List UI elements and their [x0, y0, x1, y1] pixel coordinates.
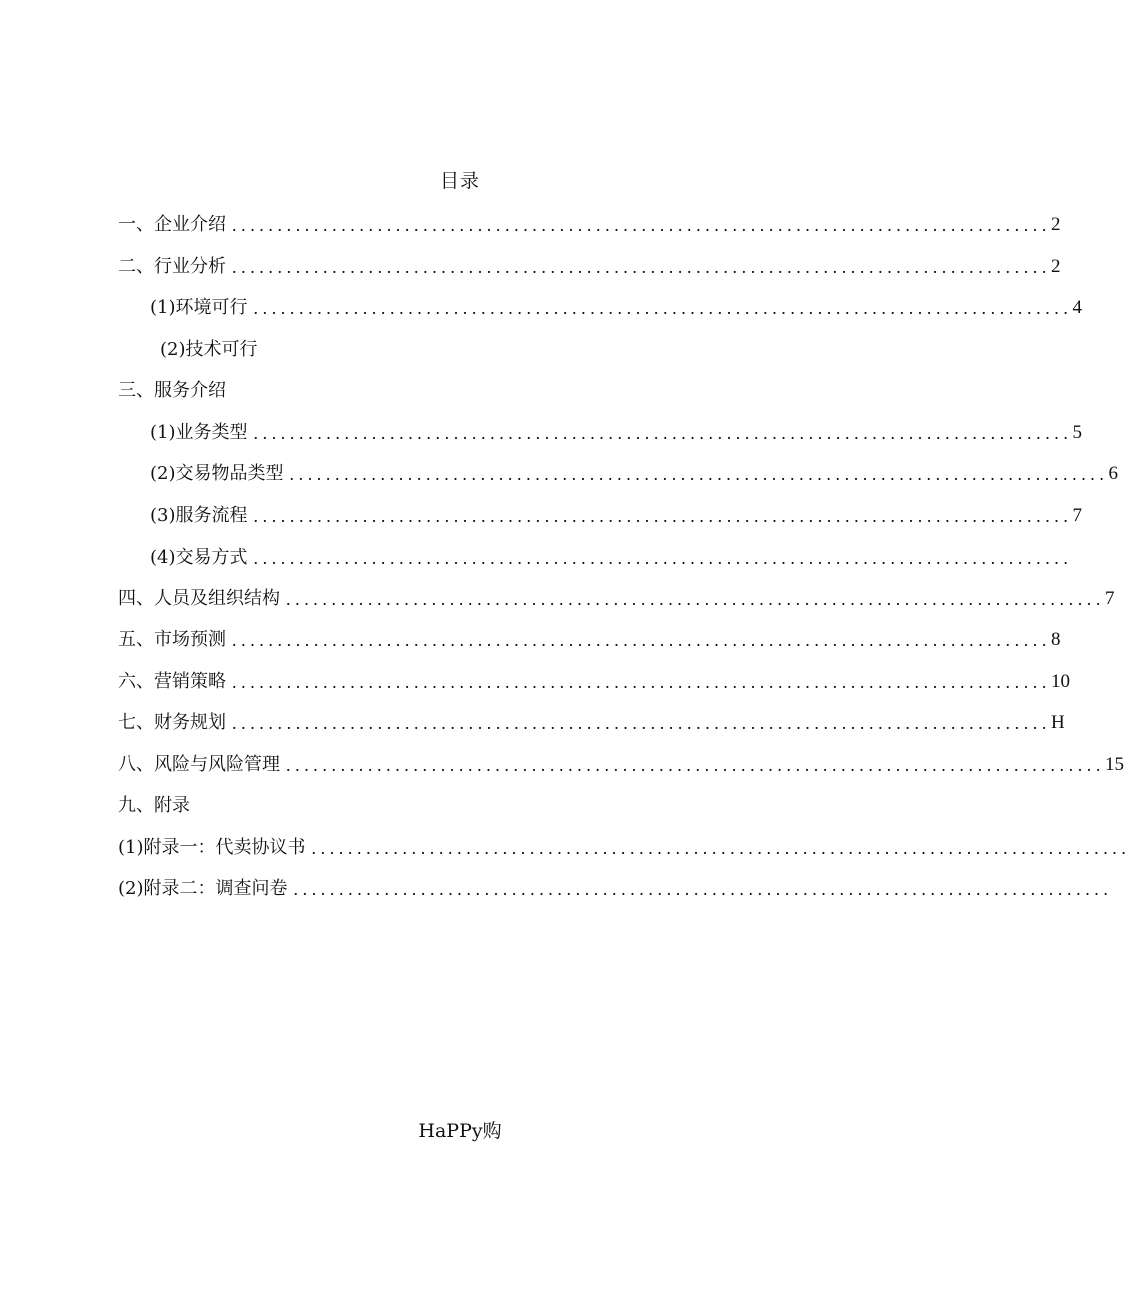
- toc-entry-page: H: [1051, 712, 1065, 733]
- toc-entry[interactable]: [150, 418, 1082, 448]
- toc-entry-label: (1)业务类型: [150, 422, 248, 443]
- toc-leader-dots: ..........................................................................................: [253, 548, 1073, 568]
- toc-leader-dots: ..........................................................................................: [286, 589, 1105, 609]
- toc-entry-page: 6: [1108, 463, 1118, 484]
- toc-entry-label: 三、服务介绍: [118, 380, 226, 401]
- toc-leader-dots: ..........................................................................................: [286, 755, 1105, 775]
- toc-entry-page: 7: [1072, 505, 1082, 526]
- toc-entry-label: 八、风险与风险管理: [118, 754, 280, 775]
- toc-entry-label: (2)交易物品类型: [150, 463, 284, 484]
- toc-entry-page: 15: [1105, 754, 1124, 775]
- toc-entry-page: 4: [1072, 297, 1082, 318]
- toc-entry-label: (1)环境可行: [150, 297, 248, 318]
- toc-entry-page: 8: [1051, 629, 1061, 650]
- toc-leader-dots: ..........................................................................................: [289, 464, 1109, 484]
- toc-leader-dots: ..........................................................................................: [311, 838, 1131, 858]
- toc-leader-dots: ..........................................................................................: [253, 423, 1073, 443]
- toc-entry[interactable]: [150, 293, 1082, 323]
- toc-entry-label: (3)服务流程: [150, 505, 248, 526]
- toc-entry[interactable]: [118, 750, 1124, 780]
- toc-entry[interactable]: [118, 833, 1131, 863]
- toc-entry-page: 2: [1051, 214, 1061, 235]
- toc-entry[interactable]: [150, 501, 1082, 531]
- toc-leader-dots: ..........................................................................................: [253, 506, 1073, 526]
- toc-leader-dots: ..........................................................................................: [232, 672, 1051, 692]
- toc-entry[interactable]: [118, 625, 1061, 655]
- toc-entry-page: 7: [1105, 588, 1115, 609]
- toc-leader-dots: ..........................................................................................: [232, 713, 1051, 733]
- toc-entry-label: (2)附录二：调查问卷: [118, 878, 288, 899]
- toc-entry-label: (1)附录一：代卖协议书: [118, 837, 306, 858]
- toc-entry-label: 六、营销策略: [118, 671, 226, 692]
- toc-entry[interactable]: [160, 335, 360, 365]
- toc-entry-label: 五、市场预测: [118, 629, 226, 650]
- toc-entry-label: (2)技术可行: [160, 339, 258, 360]
- toc-entry-page: 2: [1051, 256, 1061, 277]
- toc-entry-label: 二、行业分析: [118, 256, 226, 277]
- toc-entry-page: 10: [1051, 671, 1070, 692]
- toc-entry-page: 5: [1072, 422, 1082, 443]
- toc-title: 目录: [439, 170, 480, 192]
- toc-entry-label: 四、人员及组织结构: [118, 588, 280, 609]
- toc-leader-dots: ..........................................................................................: [253, 298, 1073, 318]
- toc-entry[interactable]: [118, 667, 1070, 697]
- toc-entry[interactable]: [118, 584, 1115, 614]
- toc-leader-dots: ..........................................................................................: [232, 257, 1051, 277]
- toc-entry-label: 七、财务规划: [118, 712, 226, 733]
- toc-entry[interactable]: [118, 210, 1061, 240]
- toc-entry-label: 一、企业介绍: [118, 214, 226, 235]
- toc-entry[interactable]: [118, 252, 1061, 282]
- toc-entry[interactable]: [118, 708, 1065, 738]
- toc-leader-dots: ..........................................................................................: [232, 630, 1051, 650]
- toc-entry-label: (4)交易方式: [150, 547, 248, 568]
- toc-entry[interactable]: [150, 459, 1118, 489]
- toc-leader-dots: ..........................................................................................: [232, 215, 1051, 235]
- toc-entry[interactable]: [150, 543, 1073, 573]
- toc-entry[interactable]: [118, 791, 318, 821]
- toc-leader-dots: ..........................................................................................: [293, 879, 1113, 899]
- toc-entry-label: 九、附录: [118, 795, 190, 816]
- footer-brand: HaPPy购: [418, 1120, 502, 1142]
- toc-entry[interactable]: [118, 874, 1113, 904]
- toc-entry[interactable]: [118, 376, 318, 406]
